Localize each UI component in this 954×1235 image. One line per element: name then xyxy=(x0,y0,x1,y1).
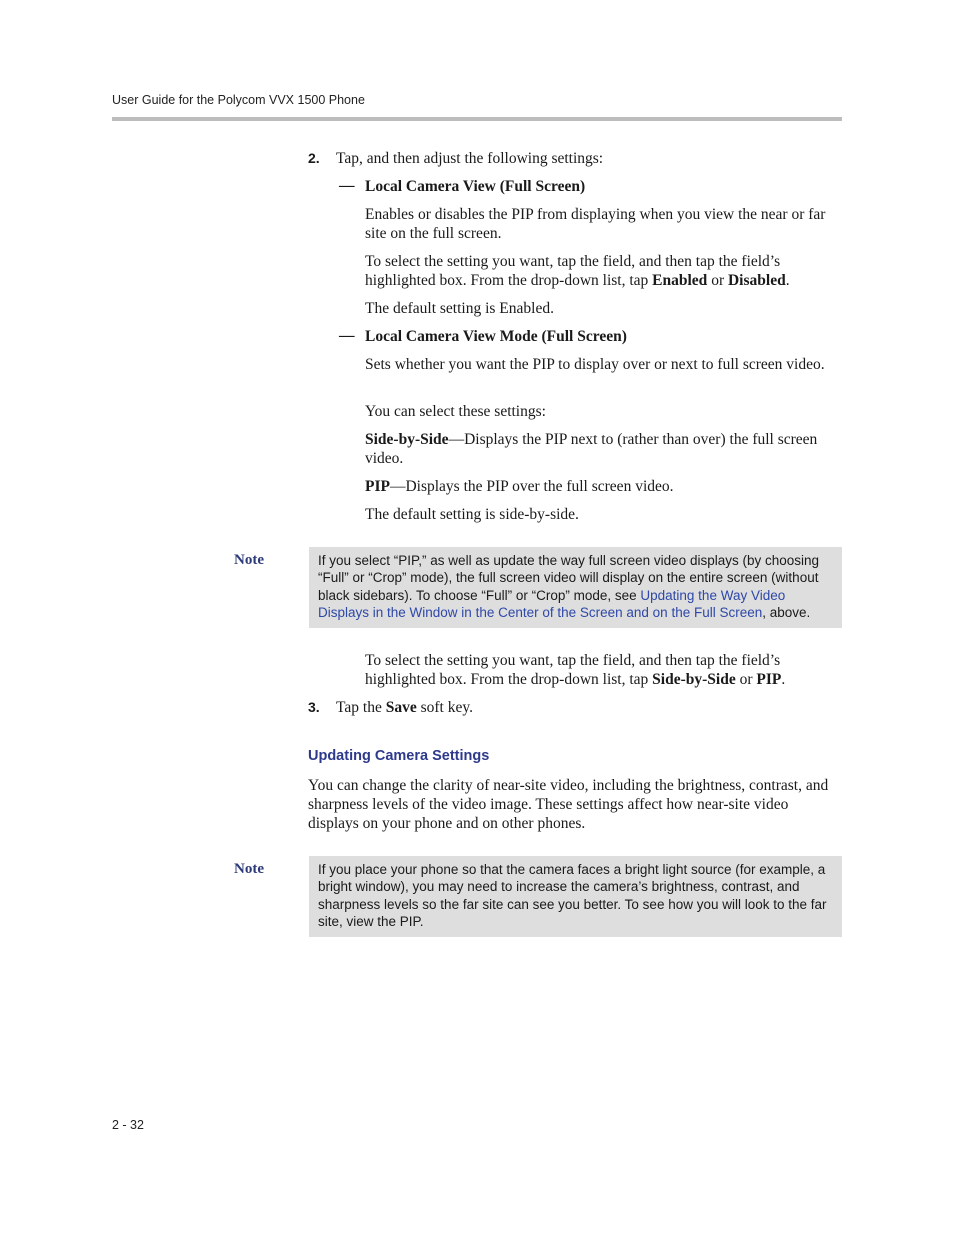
item2-description: Sets whether you want the PIP to display over or next to full screen video. xyxy=(365,356,825,373)
step-number-2: 2. xyxy=(308,150,320,166)
step-number-3: 3. xyxy=(308,699,320,715)
note-label-2: Note xyxy=(234,861,264,877)
running-header: User Guide for the Polycom VVX 1500 Phone xyxy=(112,93,365,107)
item2-title: Local Camera View Mode (Full Screen) xyxy=(365,328,627,345)
item2-select-these: You can select these settings: xyxy=(365,403,546,420)
item2-default: The default setting is side-by-side. xyxy=(365,506,579,523)
bullet-dash-1: — xyxy=(339,177,355,194)
option-disabled: Disabled xyxy=(727,272,786,289)
select-instructions-2: To select the setting you want, tap the field, and then tap the field’s highlighted box. From the drop-down list, tap Side-by-Side or PIP. xyxy=(365,652,786,688)
cross-reference-link[interactable]: Updating the Way Video Displays in the Window in the Center of the Screen and on the Full Screen xyxy=(318,587,786,621)
option-enabled: Enabled xyxy=(652,272,708,289)
item1-title: Local Camera View (Full Screen) xyxy=(365,178,586,195)
note-box-1: If you select “PIP,” as well as update the way full screen video displays (by choosing “Full” or “Crop” mode), the full screen video will display on the entire screen (without black sidebars). To choose “Full” or “Crop” mode, see Updating the Way Video Displays in the Window in the Center of the Screen and on the Full Screen, above. xyxy=(309,547,842,628)
section-body: You can change the clarity of near-site video, including the brightness, contrast, and sharpness levels of the video image. These settings affect how near-site video displays on your phone and on other phones. xyxy=(308,777,829,832)
item1-default: The default setting is Enabled. xyxy=(365,300,554,317)
item2-option-pip: PIP—Displays the PIP over the full screen video. xyxy=(365,478,674,495)
save-key-label: Save xyxy=(385,699,417,716)
note-label-1: Note xyxy=(234,552,264,568)
step-3-text: Tap the Save soft key. xyxy=(336,699,473,716)
item1-select-instructions: To select the setting you want, tap the field, and then tap the field’s highlighted box. From the drop-down list, tap Enabled or Disabled. xyxy=(365,253,790,289)
header-rule xyxy=(112,117,842,121)
page-number: 2 - 32 xyxy=(112,1118,144,1132)
bullet-dash-2: — xyxy=(339,327,355,344)
item2-option-side-by-side: Side-by-Side—Displays the PIP next to (rather than over) the full screen video. xyxy=(365,431,818,467)
step-2-text: Tap, and then adjust the following settings: xyxy=(336,150,604,167)
note-box-2: If you place your phone so that the camera faces a bright light source (for example, a bright window), you may need to increase the camera’s brightness, contrast, and sharpness levels so the far site can see you better. To see how you will look to the far site, view the PIP. xyxy=(309,856,842,937)
section-heading: Updating Camera Settings xyxy=(308,748,490,764)
item1-description: Enables or disables the PIP from displaying when you view the near or far site on the full screen. xyxy=(365,206,826,242)
